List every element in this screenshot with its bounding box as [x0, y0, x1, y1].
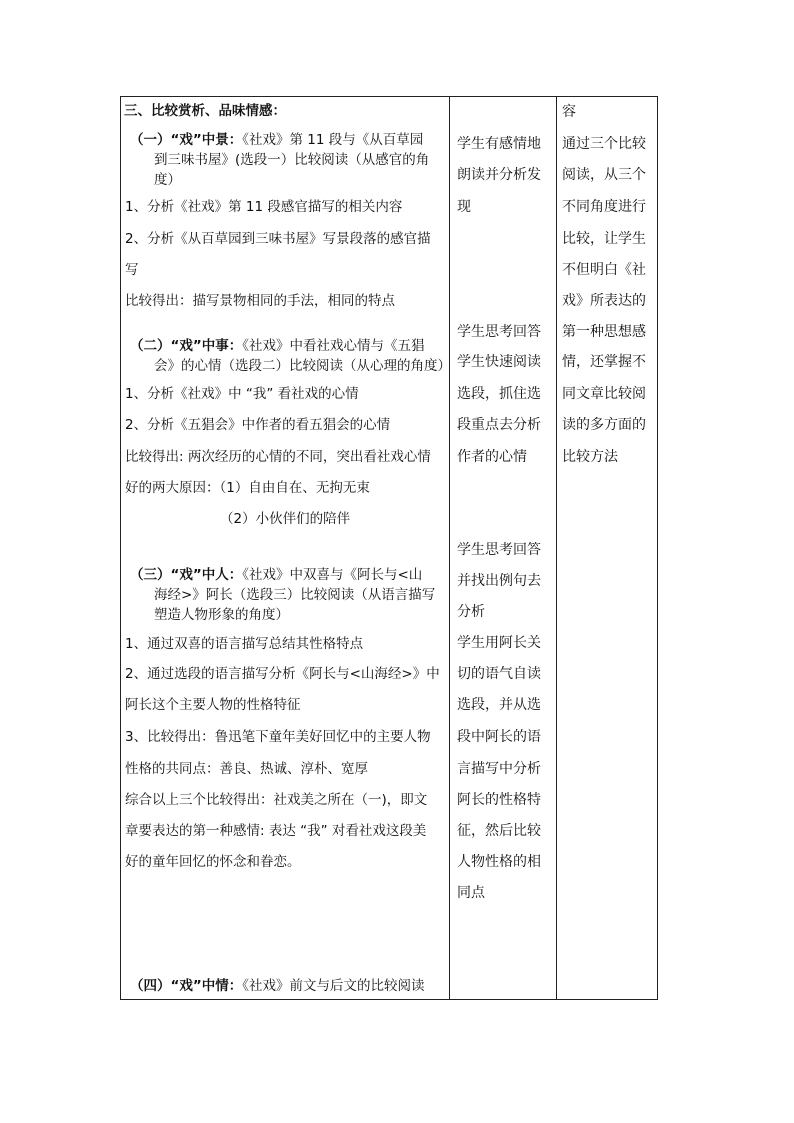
section-three-point-3: 3、比较得出：鲁迅笔下童年美好回忆中的主要人物	[125, 729, 431, 745]
student-activity-line: 作者的心情	[457, 449, 527, 465]
student-activity-line: 言描写中分析	[457, 761, 541, 777]
section-three-title-line3: 塑造人物形象的角度）	[154, 607, 289, 623]
section-two-conclusion-cont: 好的两大原因：（1）自由自在、无拘无束	[125, 480, 370, 496]
student-activity-line: 段中阿长的语	[457, 729, 541, 745]
section-three-point-1: 1、通过双喜的语言描写总结其性格特点	[125, 636, 364, 652]
design-intent-line: 比较，让学生	[562, 231, 646, 247]
student-activity-line: 学生思考回答	[457, 324, 541, 340]
design-intent-line: 情，还掌握不	[562, 354, 646, 370]
student-activity-line: 并找出例句去	[457, 573, 541, 589]
student-activity-line: 段重点去分析	[457, 417, 541, 433]
student-activity-line: 分析	[457, 604, 485, 620]
summary-line-1: 综合以上三个比较得出：社戏美之所在（一)，即文	[125, 792, 428, 808]
design-intent-line: 戏》所表达的	[562, 293, 646, 309]
design-intent-line: 容	[562, 104, 576, 120]
section-one-title-line2: 到三味书屋》(选段一）比较阅读（从感官的角	[154, 152, 430, 168]
design-intent-line: 不同角度进行	[562, 199, 646, 215]
summary-line-3: 好的童年回忆的怀念和眷恋。	[125, 854, 301, 870]
section-three-title: （三）“戏”中人：《社戏》中双喜与《阿长与<山	[130, 567, 423, 583]
student-activity-line: 现	[457, 199, 471, 215]
design-intent-line: 同文章比较阅	[562, 386, 646, 402]
student-activity-line: 征，然后比较	[457, 823, 541, 839]
student-activity-line: 选段，抓住选	[457, 386, 541, 402]
student-activity-line: 切的语气自读	[457, 666, 541, 682]
section-one-point-2: 2、分析《从百草园到三味书屋》写景段落的感官描	[125, 231, 431, 247]
design-intent-line: 阅读，从三个	[562, 167, 646, 183]
section-two-point-1: 1、分析《社戏》中 “我” 看社戏的心情	[125, 386, 359, 402]
summary-line-2: 章要表达的第一种感情: 表达 “我” 对看社戏这段美	[125, 823, 427, 839]
section-two-title-line2: 会》的心情（选段二）比较阅读（从心理的角度）	[154, 358, 451, 374]
section-one-conclusion: 比较得出：描写景物相同的手法，相同的特点	[125, 293, 395, 309]
section-one-title: （一）“戏”中景：《社戏》第 11 段与《从百草园	[130, 132, 424, 148]
student-activity-line: 学生用阿长关	[457, 635, 541, 651]
student-activity-line: 人物性格的相	[457, 854, 541, 870]
student-activity-line: 同点	[457, 885, 485, 901]
section-heading: 三、比较赏析、品味情感：	[124, 103, 286, 119]
design-intent-line: 通过三个比较	[562, 136, 646, 152]
section-three-point-2: 2、通过选段的语言描写分析《阿长与<山海经>》中	[125, 666, 440, 682]
section-three-point-3-cont: 性格的共同点：善良、热诚、淳朴、宽厚	[125, 761, 368, 777]
student-activity-line: 选段，并从选	[457, 697, 541, 713]
section-one-title-line3: 度）	[154, 172, 181, 188]
column-divider-1	[449, 97, 450, 999]
student-activity-line: 朗读并分析发	[457, 167, 541, 183]
design-intent-line: 第一种思想感	[562, 324, 646, 340]
section-two-point-2: 2、分析《五猖会》中作者的看五猖会的心情	[125, 417, 391, 433]
section-three-title-line2: 海经>》阿长（选段三）比较阅读（从语言描写	[154, 587, 436, 603]
design-intent-line: 比较方法	[562, 449, 618, 465]
student-activity-line: 学生思考回答	[457, 542, 541, 558]
section-three-point-2-cont: 阿长这个主要人物的性格特征	[125, 697, 301, 713]
section-two-title: （二）“戏”中事：《社戏》中看社戏心情与《五猖	[130, 338, 425, 354]
section-two-conclusion: 比较得出: 两次经历的心情的不同，突出看社戏心情	[125, 449, 431, 465]
section-two-conclusion-reason-2: （2）小伙伴们的陪伴	[220, 511, 351, 527]
section-one-point-2-cont: 写	[125, 262, 139, 278]
student-activity-line: 学生有感情地	[457, 136, 541, 152]
student-activity-line: 学生快速阅读	[457, 354, 541, 370]
design-intent-line: 不但明白《社	[562, 262, 646, 278]
section-one-point-1: 1、分析《社戏》第 11 段感官描写的相关内容	[125, 199, 403, 215]
design-intent-line: 读的多方面的	[562, 417, 646, 433]
student-activity-line: 阿长的性格特	[457, 792, 541, 808]
column-divider-2	[556, 97, 557, 999]
section-four-title: （四）“戏”中情：《社戏》前文与后文的比较阅读	[130, 978, 425, 994]
